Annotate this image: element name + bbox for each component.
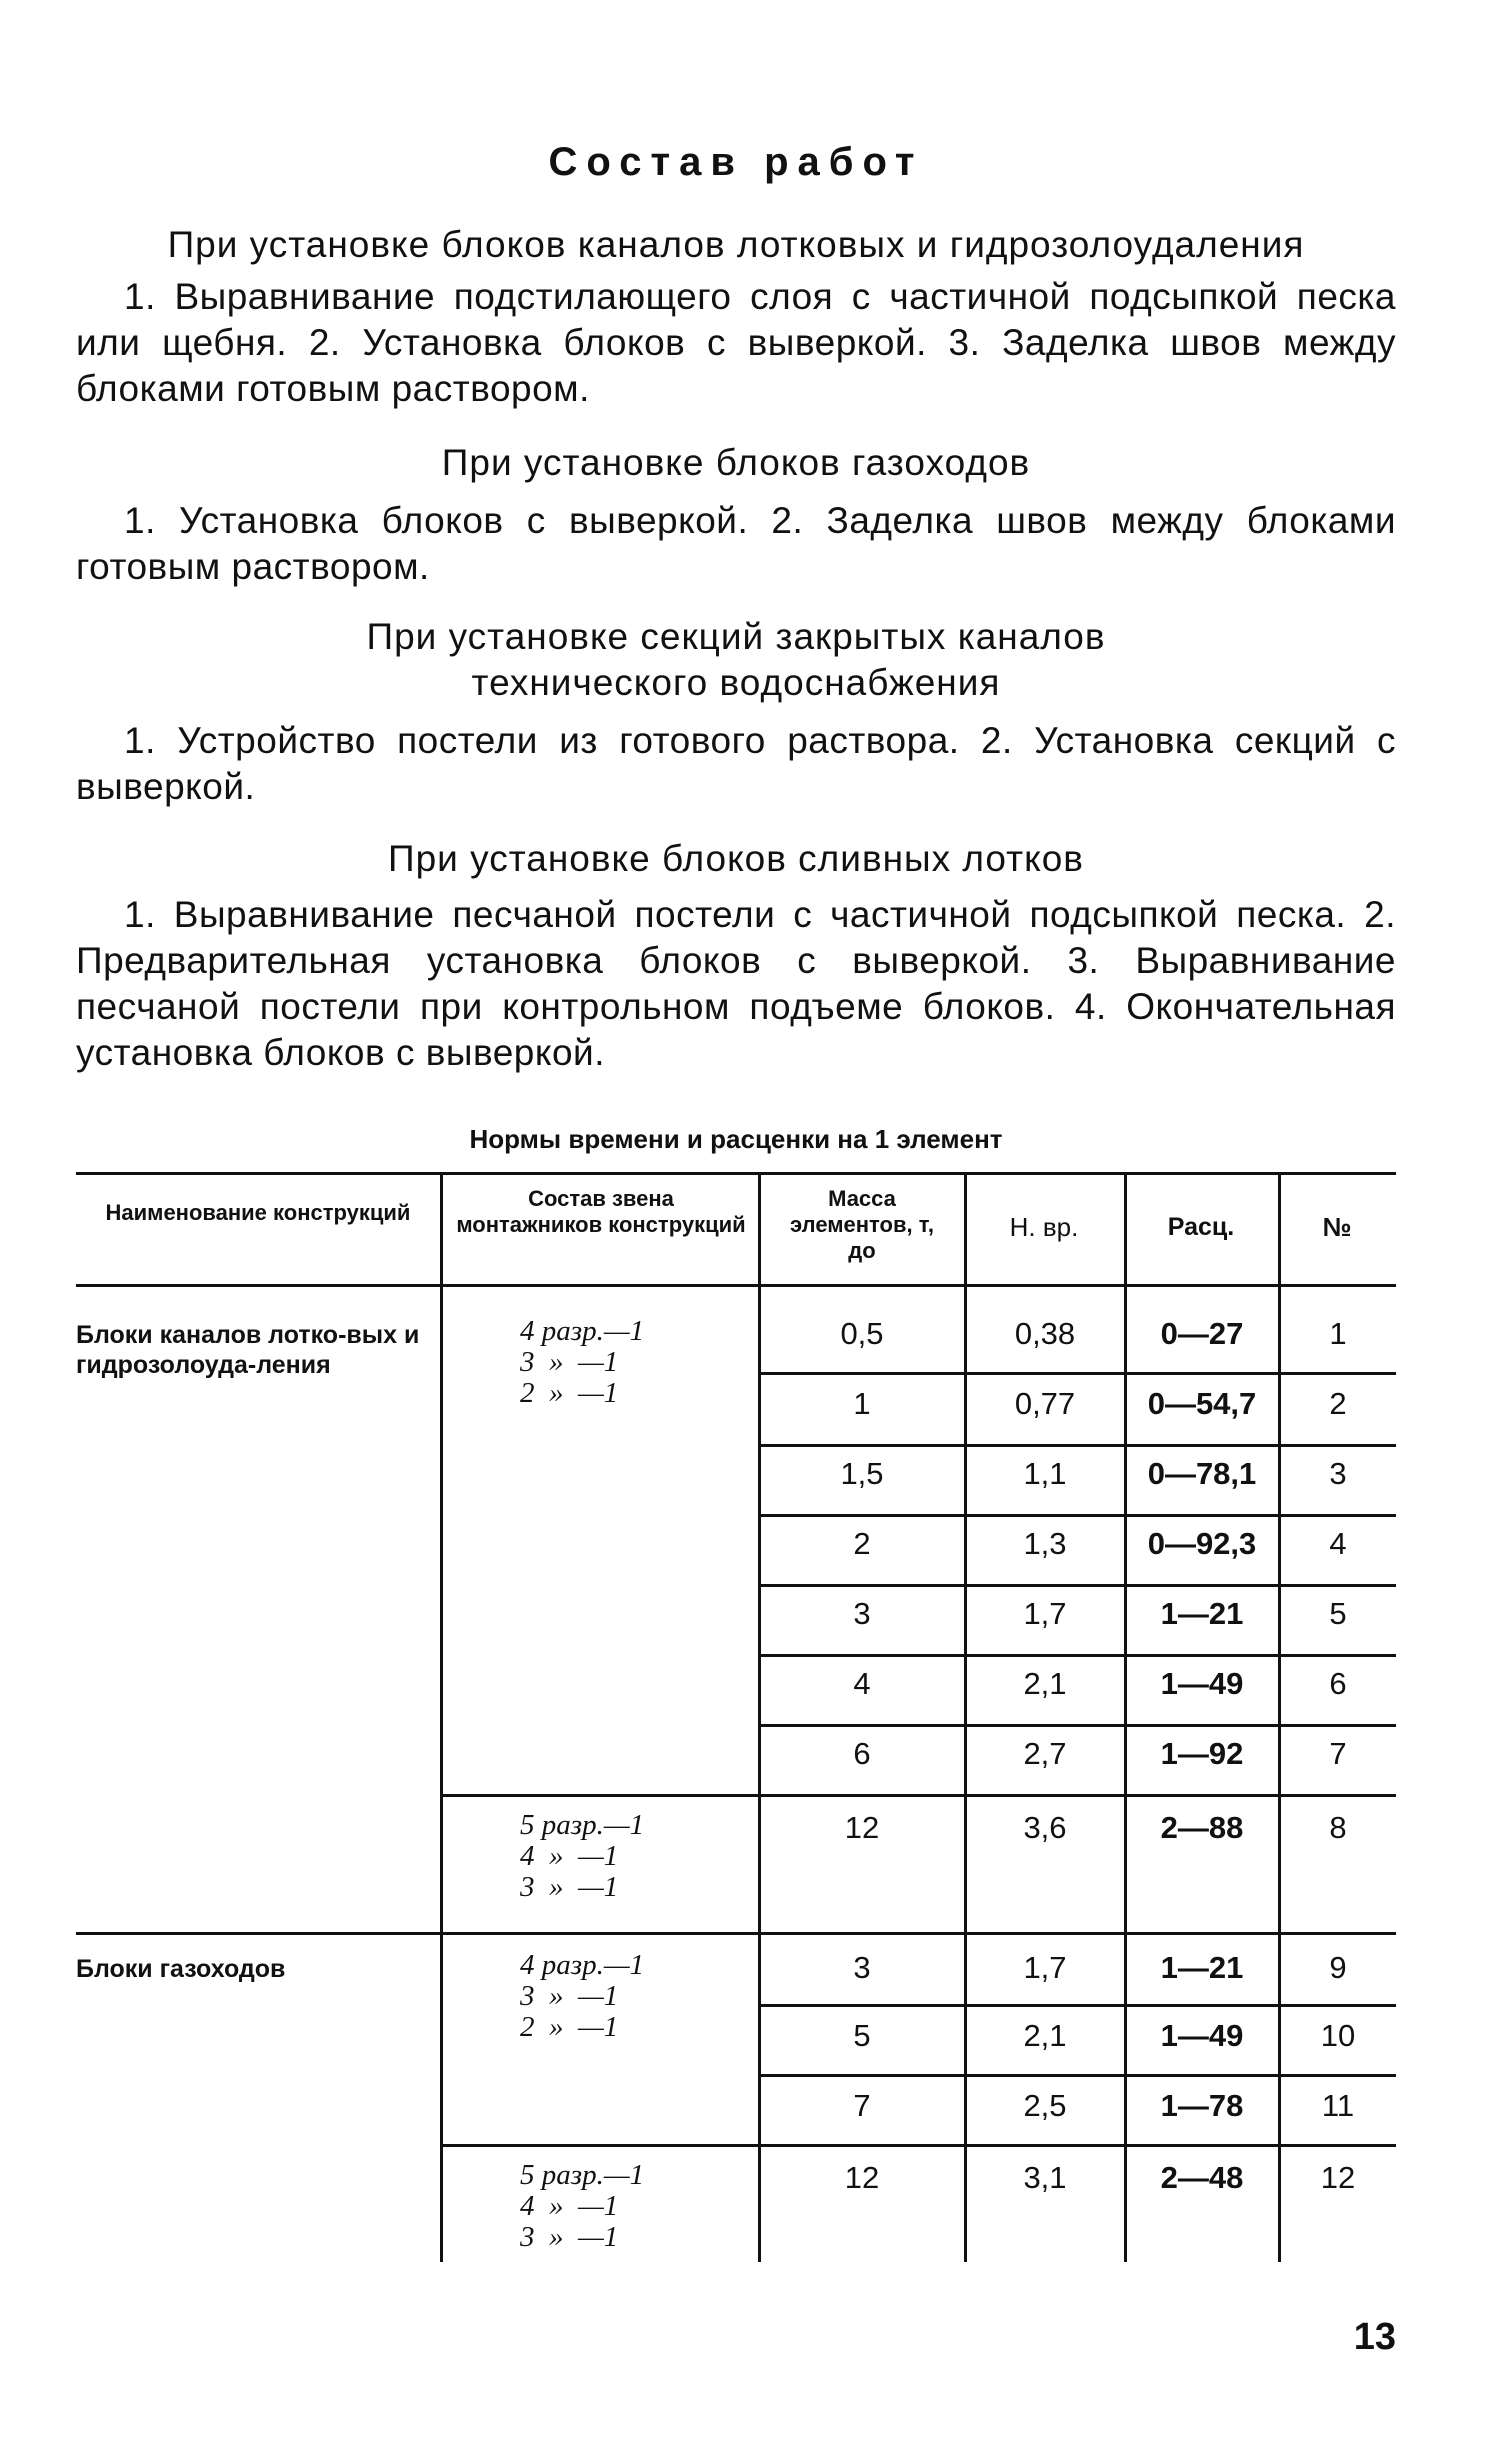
cell-rate: 2—48 [1160, 2160, 1244, 2195]
header-name: Наименование конструкций [105, 1200, 411, 1225]
cell-no: 9 [1329, 1950, 1347, 1985]
cell-rate: 0—54,7 [1147, 1386, 1257, 1421]
cell-mass: 3 [853, 1950, 871, 1985]
cell-no: 1 [1329, 1316, 1347, 1351]
cell-rate: 1—49 [1160, 1666, 1244, 1701]
cell-mass: 1,5 [840, 1456, 884, 1491]
header-crew: Состав звена монтажников конструкций [456, 1186, 746, 1237]
crew-composition: 4 разр.—1 3 » —1 2 » —1 [520, 1315, 645, 1409]
cell-rate: 1—49 [1160, 2018, 1244, 2053]
cell-norm: 2,1 [1023, 1666, 1067, 1701]
cell-no: 2 [1329, 1386, 1347, 1421]
group-name-channels: Блоки каналов лотко-вых и гидрозолоуда-ления [76, 1321, 420, 1379]
cell-mass: 0,5 [840, 1316, 884, 1351]
paragraph-3: 1. Устройство постели из готового раствора. 2. Установка секций с выверкой. [76, 720, 1396, 807]
cell-mass: 5 [853, 2018, 871, 2053]
cell-norm: 1,7 [1023, 1596, 1067, 1631]
cell-norm: 1,7 [1023, 1950, 1067, 1985]
cell-no: 5 [1329, 1596, 1347, 1631]
cell-mass: 12 [844, 1810, 880, 1845]
subtitle-4: При установке блоков сливных лотков [388, 838, 1084, 879]
cell-no: 4 [1329, 1526, 1347, 1561]
cell-norm: 1,1 [1023, 1456, 1067, 1491]
paragraph-4: 1. Выравнивание песчаной постели с частичной подсыпкой песка. 2. Предварительная установка блоков с выверкой. 3. Выравнивание песчаной постели при контрольном подъеме блоков. 4. Окончательная установка блоков с выверкой. [76, 894, 1396, 1073]
cell-rate: 1—21 [1160, 1950, 1244, 1985]
cell-rate: 0—78,1 [1147, 1456, 1257, 1491]
cell-mass: 6 [853, 1736, 871, 1771]
cell-rate: 0—92,3 [1147, 1526, 1257, 1561]
paragraph-2: 1. Установка блоков с выверкой. 2. Заделка швов между блоками готовым раствором. [76, 500, 1396, 587]
cell-no: 3 [1329, 1456, 1347, 1491]
cell-norm: 2,1 [1023, 2018, 1067, 2053]
cell-rate: 1—21 [1160, 1596, 1244, 1631]
cell-rate: 1—78 [1160, 2088, 1244, 2123]
cell-mass: 7 [853, 2088, 871, 2123]
crew-composition: 4 разр.—1 3 » —1 2 » —1 [520, 1949, 645, 2043]
section-heading: Состав работ [548, 140, 924, 184]
norms-table [76, 0, 1396, 2462]
cell-no: 7 [1329, 1736, 1347, 1771]
cell-norm: 0,77 [1014, 1386, 1076, 1421]
cell-norm: 2,7 [1023, 1736, 1067, 1771]
header-norm: Н. вр. [1009, 1212, 1079, 1242]
cell-rate: 2—88 [1160, 1810, 1244, 1845]
cell-mass: 3 [853, 1596, 871, 1631]
cell-mass: 1 [853, 1386, 871, 1421]
header-mass: Масса элементов, т, до [790, 1186, 934, 1263]
table-caption: Нормы времени и расценки на 1 элемент [469, 1124, 1003, 1154]
subtitle-2: При установке блоков газоходов [441, 442, 1031, 483]
cell-no: 10 [1320, 2018, 1356, 2053]
group-name-flues: Блоки газоходов [76, 1955, 286, 1983]
subtitle-3: При установке секций закрытых каналов технического водоснабжения [366, 616, 1106, 703]
cell-no: 6 [1329, 1666, 1347, 1701]
crew-composition: 5 разр.—1 4 » —1 3 » —1 [520, 1809, 645, 1903]
cell-norm: 2,5 [1023, 2088, 1067, 2123]
page-number: 13 [1353, 2316, 1396, 2358]
cell-rate: 1—92 [1160, 1736, 1244, 1771]
cell-mass: 4 [853, 1666, 871, 1701]
cell-norm: 0,38 [1014, 1316, 1076, 1351]
cell-mass: 12 [844, 2160, 880, 2195]
paragraph-1: 1. Выравнивание подстилающего слоя с частичной подсыпкой песка или щебня. 2. Установка блоков с выверкой. 3. Заделка швов между блоками готовым раствором. [76, 276, 1396, 409]
cell-norm: 3,6 [1023, 1810, 1067, 1845]
cell-norm: 1,3 [1023, 1526, 1067, 1561]
cell-no: 11 [1321, 2088, 1355, 2123]
subtitle-1: При установке блоков каналов лотковых и гидрозолоудаления [167, 224, 1305, 265]
crew-composition: 5 разр.—1 4 » —1 3 » —1 [520, 2159, 645, 2253]
cell-mass: 2 [853, 1526, 871, 1561]
cell-norm: 3,1 [1023, 2160, 1067, 2195]
header-number: № [1322, 1212, 1352, 1242]
cell-no: 12 [1320, 2160, 1356, 2195]
header-rate: Расц. [1167, 1213, 1235, 1241]
cell-rate: 0—27 [1160, 1316, 1244, 1351]
cell-no: 8 [1329, 1810, 1347, 1845]
